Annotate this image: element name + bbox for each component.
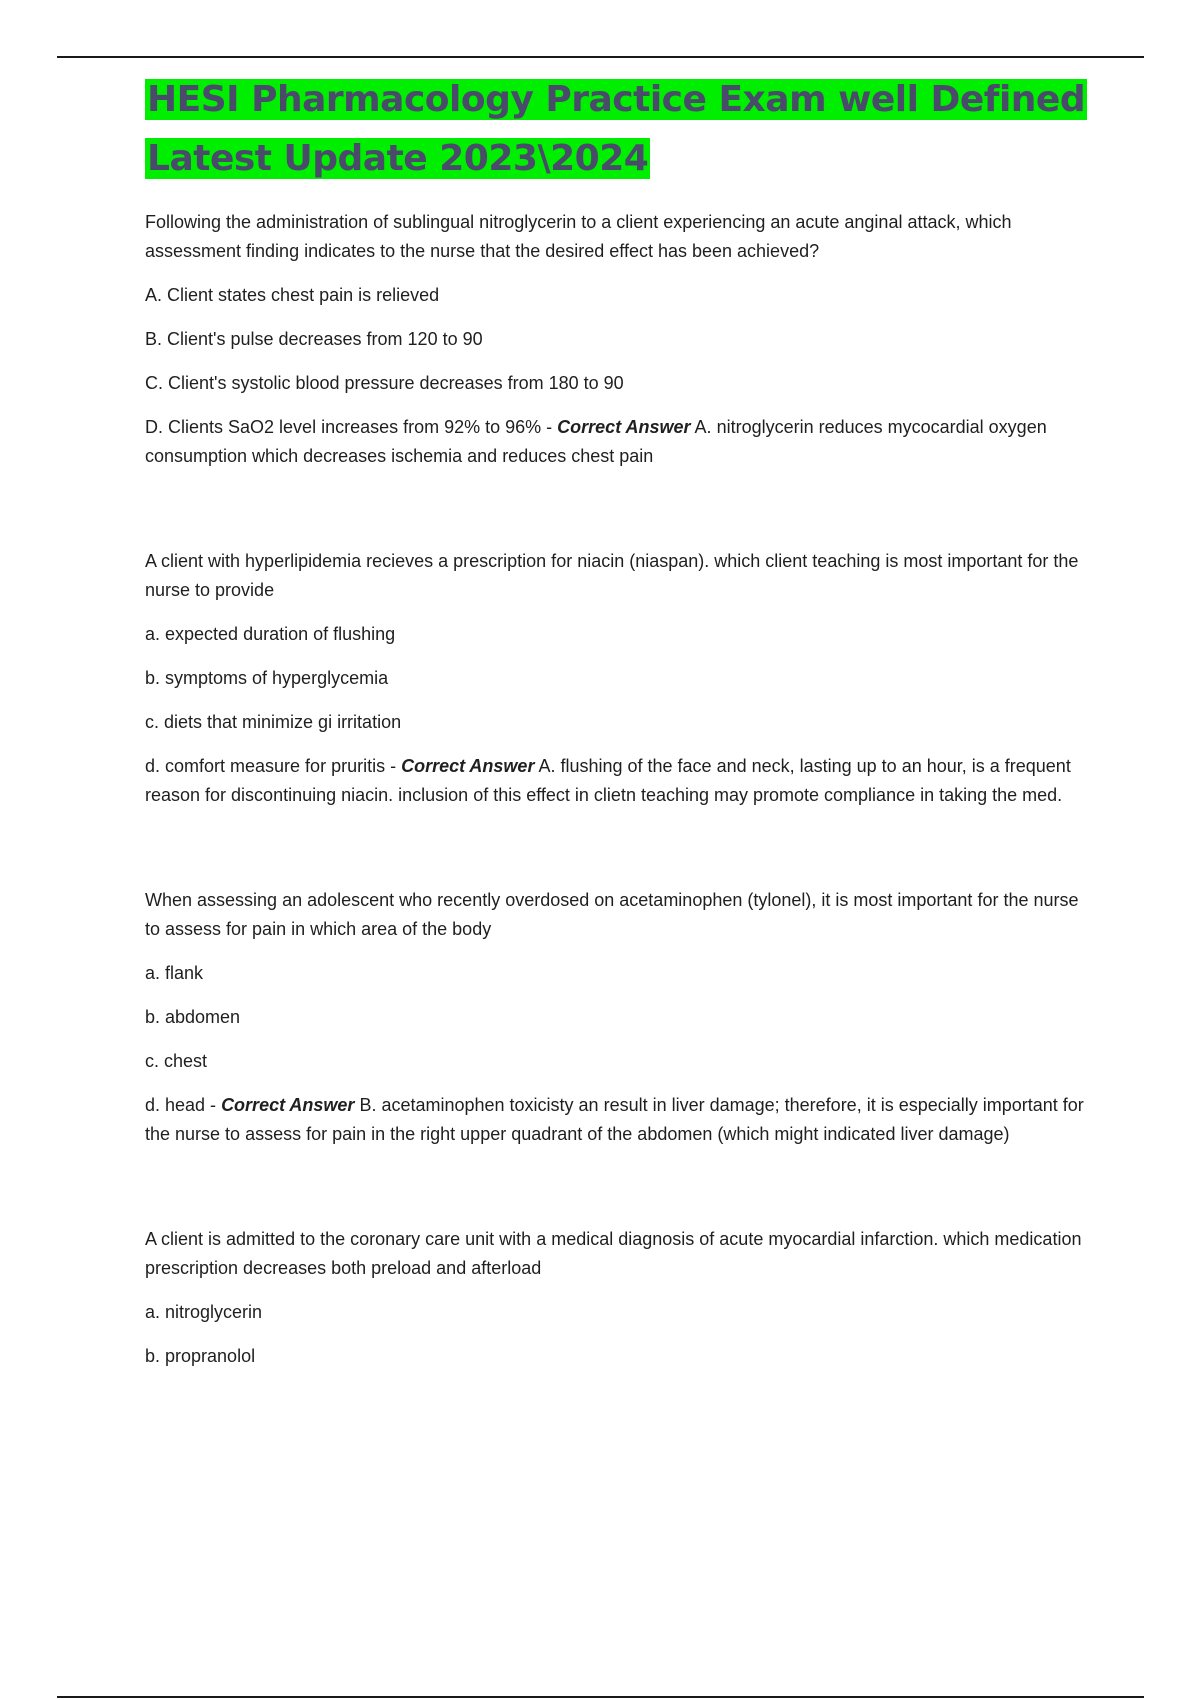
question-text: Following the administration of sublingual nitroglycerin to a client experiencing an acute anginal attack, which assessment finding indicates to the nurse that the desired effect has been achieved? — [145, 212, 1012, 261]
option-b: B. Client's pulse decreases from 120 to 90 — [145, 329, 483, 349]
question-3 — [145, 886, 1090, 1149]
question-text: A client is admitted to the coronary care unit with a medical diagnosis of acute myocardial infarction. which medication prescription decreases both preload and afterload — [145, 1229, 1082, 1278]
document-title-text: HESI Pharmacology Practice Exam well Defined Latest Update 2023\2024 — [147, 79, 1086, 179]
footer-rule — [57, 1696, 1144, 1698]
question-2 — [145, 547, 1090, 810]
question-text: When assessing an adolescent who recently overdosed on acetaminophen (tylonel), it is most important for the nurse to assess for pain in which area of the body — [145, 890, 1079, 939]
option-a: A. Client states chest pain is relieved — [145, 285, 440, 305]
document-page — [145, 70, 1090, 1371]
correct-answer-label: Correct Answer — [221, 1095, 355, 1115]
correct-answer-label: Correct Answer — [557, 417, 691, 437]
option-d: d. comfort measure for pruritis - — [145, 756, 402, 776]
header-rule — [57, 56, 1144, 58]
option-d: d. head - — [145, 1095, 222, 1115]
option-c: c. diets that minimize gi irritation — [145, 712, 402, 732]
option-d-with-answer — [145, 752, 1090, 810]
option-a: a. flank — [145, 963, 204, 983]
answer-rationale: A. nitroglycerin reduces mycocardial oxygen consumption which decreases ischemia and reduces chest pain — [145, 417, 1047, 466]
document-title — [145, 70, 1090, 188]
answer-rationale: B. acetaminophen toxicisty an result in liver damage; therefore, it is especially important for the nurse to assess for pain in the right upper quadrant of the abdomen (which might indicated liver damage) — [145, 1095, 1084, 1144]
option-a: a. nitroglycerin — [145, 1302, 263, 1322]
question-4 — [145, 1225, 1090, 1371]
question-1 — [145, 208, 1090, 471]
option-b: b. symptoms of hyperglycemia — [145, 668, 389, 688]
correct-answer-label: Correct Answer — [401, 756, 535, 776]
option-c: C. Client's systolic blood pressure decreases from 180 to 90 — [145, 373, 624, 393]
option-a: a. expected duration of flushing — [145, 624, 396, 644]
option-c: c. chest — [145, 1051, 208, 1071]
option-b: b. abdomen — [145, 1007, 241, 1027]
option-b: b. propranolol — [145, 1346, 256, 1366]
question-text: A client with hyperlipidemia recieves a prescription for niacin (niaspan). which client teaching is most important for the nurse to provide — [145, 551, 1079, 600]
option-d-with-answer — [145, 1091, 1090, 1149]
option-d-with-answer — [145, 413, 1090, 471]
option-d: D. Clients SaO2 level increases from 92% to 96% - — [145, 417, 558, 437]
answer-rationale: A. flushing of the face and neck, lasting up to an hour, is a frequent reason for discontinuing niacin. inclusion of this effect in clietn teaching may promote compliance in taking the med. — [145, 756, 1071, 805]
